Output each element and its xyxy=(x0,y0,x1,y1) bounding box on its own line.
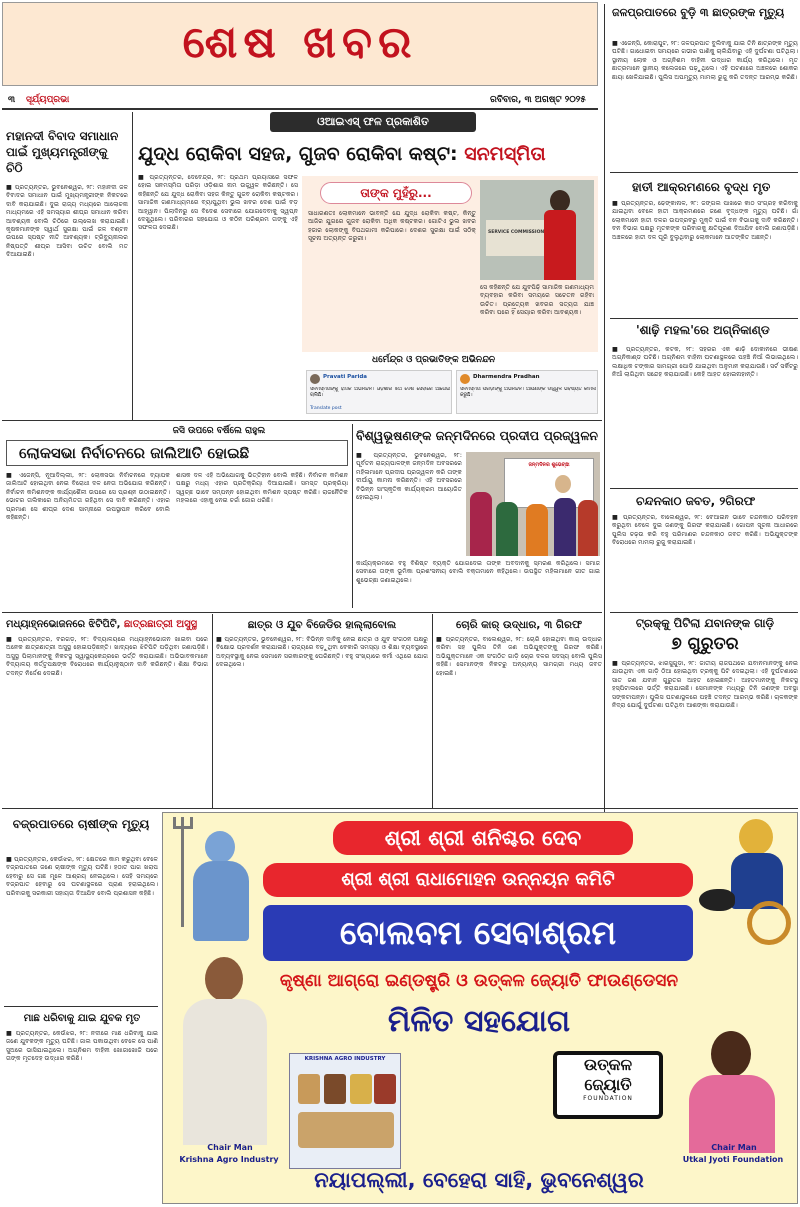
woman-figure xyxy=(526,504,548,556)
chairman-right-caption-2: Utkal Jyoti Foundation xyxy=(682,1155,784,1164)
section-divider xyxy=(2,612,602,613)
top-story-headline-name: ସନମସ୍ମିତା xyxy=(464,143,546,165)
chairman-right-caption-1: Chair Man xyxy=(711,1143,757,1152)
right-story4-body: ■ ପ୍ରତ୍ୟନ୍ତର, ବାଲେଶ୍ୱର, ୨୮: ବେଆଇନ ଭାବେ ଚନ୍ଦନକାଠ ପରିବହନ କରୁଥିବା ବେଳେ ଦୁଇ ଜଣଙ୍କୁ ଗିରଫ କରାଯାଇଛି। ଗୋପନ ସୂଚନା ଆଧାରରେ ପୁଲିସ ଚଢ଼ଉ କରି ବହୁ ପରିମାଣର ଚନ୍ଦନକାଠ ଜବତ କରିଛି। ଅଭିଯୁକ୍ତଙ୍କ ବିରୋଧରେ ମାମଲା ରୁଜୁ କରାଯାଇଛି। xyxy=(612,514,798,547)
translate-link[interactable]: Translate post xyxy=(310,406,342,411)
top-story-headline xyxy=(138,142,600,166)
product-jar-icon xyxy=(298,1074,320,1104)
mid-left-body-1: ■ ଏଜେନ୍ସି, ନୂଆଦିଲ୍ଲୀ, ୨୮: ଲୋକସଭା ନିର୍ବାଚନରେ ବ୍ୟାପକ ଜାଲିଆତି ହୋଇଥିବା ନେଇ ବିରୋଧୀ ଦଳ ନେତା ଅଭିଯୋଗ କରିଛନ୍ତି। ନିର୍ବାଚନ କମିଶନଙ୍କ କାର୍ଯ୍ୟଶୈଳୀ ଉପରେ ସେ ପ୍ରଶ୍ନ ଉଠାଇଛନ୍ତି। ଭୋଟର ତାଲିକାରେ ଅନିୟମିତତା ରହିଥିବା ସେ ଦାବି କରିଛନ୍ତି। ଏହାର ପ୍ରମାଣ ସେ ଶୀଘ୍ର ଦେଶ ସାମ୍ନାରେ ଉପସ୍ଥାପନ କରିବେ ବୋଲି କହିଛନ୍ତି। xyxy=(6,472,170,522)
right-story4-headline: ଚନ୍ଦନକାଠ ଜବତ, ୨ଗିରଫ xyxy=(636,494,756,508)
person-body xyxy=(689,1075,775,1153)
deity-crown xyxy=(739,819,773,855)
person-head xyxy=(205,957,243,1001)
photo-caption: SERVICE COMMISSION xyxy=(488,230,545,235)
column-divider xyxy=(432,614,433,808)
avatar xyxy=(310,374,320,384)
photo-person-head xyxy=(550,190,570,212)
chairman-right-photo xyxy=(673,1027,791,1153)
social-post-author: Dharmendra Pradhan xyxy=(473,374,540,380)
row3-story2-body: ■ ପ୍ରତ୍ୟନ୍ତର, ଭୁବନେଶ୍ୱର, ୨୮: ବିଭିନ୍ନ ଦାବିକୁ ନେଇ ଛାତ୍ର ଓ ଯୁବ ସଂଗଠନ ପକ୍ଷରୁ ବିକ୍ଷୋଭ ପ୍ରଦର୍ଶନ କରାଯାଇଛି। ରାଜ୍ୟରେ ବଢ଼ୁଥିବା ବେକାରି ସମସ୍ୟା ଓ ଶିକ୍ଷା ବ୍ୟବସ୍ଥାରେ ଅବ୍ୟବସ୍ଥାକୁ ନେଇ ସେମାନେ ସରକାରଙ୍କୁ ଘେରିଛନ୍ତି। ବହୁ ସଂଖ୍ୟାରେ କର୍ମୀ ଏଥିରେ ଯୋଗ ଦେଇଥିଲେ। xyxy=(216,636,428,669)
ad-address: ନୟାପଲ୍ଲୀ, ବେହେରା ସାହି, ଭୁବନେଶ୍ୱର xyxy=(314,1168,644,1192)
ad-line-2: ଶ୍ରୀ ଶ୍ରୀ ରାଧାମୋହନ ଉନ୍ନୟନ କମିଟି xyxy=(263,863,693,897)
product-jar-icon xyxy=(374,1074,396,1104)
quote-title: ତାଙ୍କ ମୁହଁରୁ... xyxy=(360,186,432,200)
trident-head-icon xyxy=(173,817,193,829)
row3-story1-headline xyxy=(6,618,202,632)
row3-story2-headline: ଛାତ୍ର ଓ ଯୁବ ବିଜେଡିର ହାଲ୍ଲାବୋଲ xyxy=(247,619,397,631)
top-story-headline-main: ଯୁଦ୍ଧ ରୋକିବା ସହଜ, ଗୁଜବ ରୋକିବା କଷ୍ଟ: xyxy=(138,143,465,165)
product-jar-icon xyxy=(324,1074,346,1104)
logo-text-1: ଉତ୍କଳ xyxy=(583,1055,633,1074)
right-story1-headline: ଜଳପ୍ରପାତରେ ବୁଡ଼ି ୩ ଛାତ୍ରଙ୍କ ମୃତ୍ୟୁ xyxy=(612,6,785,19)
logo-subtitle: FOUNDATION xyxy=(583,1095,633,1102)
right-story3-headline: 'ଶାଢ଼ି ମହଲ'ରେ ଅଗ୍ନିକାଣ୍ଡ xyxy=(636,323,770,337)
top-story-body-right: ସେ କହିଛନ୍ତି ଯେ ଯୁବପିଢ଼ି ସାମାଜିକ ଗଣମାଧ୍ୟମ ବ୍ୟବହାର କରିବା ସମୟରେ ସଚେତନ ରହିବା ଉଚିତ। ପ୍ରତ୍ୟେକ ଖବରର ସତ୍ୟତା ଯାଞ୍ଚ କରିବା ପରେ ହିଁ ସେୟାର କରିବା ଆବଶ୍ୟକ। xyxy=(480,284,594,317)
person-body xyxy=(183,999,267,1145)
chariot-wheel-icon xyxy=(747,901,791,945)
section-divider xyxy=(2,420,602,421)
portrait-icon xyxy=(555,475,571,493)
row3-story1-headline-main: ମଧ୍ୟାହ୍ନଭୋଜନରେ ଝିଟିପିଟି, xyxy=(6,619,124,630)
mid-left-body-2: ଶାସକ ଦଳ ଏହି ଅଭିଯୋଗକୁ ଭିତ୍ତିହୀନ ବୋଲି କହିଛି। ନିର୍ବାଚନ କମିଶନ ପକ୍ଷରୁ ମଧ୍ୟ ଏହାର ପ୍ରତିକ୍ରିୟା ଦିଆଯାଇଛି। ସମସ୍ତ ପ୍ରକ୍ରିୟା ସ୍ୱଚ୍ଛ ଭାବେ ସମ୍ପନ୍ନ ହୋଇଥିବା କମିଶନ ସ୍ପଷ୍ଟ କରିଛି। ରାଜନୈତିକ ମହଲରେ ଏହାକୁ ନେଇ ଚର୍ଚ୍ଚା ଜୋର ଧରିଛି। xyxy=(176,472,348,505)
masthead-banner xyxy=(2,2,598,86)
column-divider xyxy=(352,424,353,608)
trident-icon xyxy=(181,817,184,927)
right-story5-body: ■ ପ୍ରତ୍ୟନ୍ତର, ଝାରସୁଗୁଡ଼ା, ୨୮: ଜାତୀୟ ରାଜପଥରେ ଯବାନମାନଙ୍କୁ ନେଇ ଯାଉଥିବା ଏକ ଗାଡ଼ି ଠିଆ ହୋଇଥିବା ଟ୍ରକ୍‌କୁ ପିଟି ଦେଇଥିଲା। ଏହି ଦୁର୍ଘଟଣାରେ ସାତ ଜଣ ଯବାନ ଗୁରୁତର ଆହତ ହୋଇଛନ୍ତି। ଆହତମାନଙ୍କୁ ନିକଟସ୍ଥ ହସ୍ପିଟାଲରେ ଭର୍ତ୍ତି କରାଯାଇଛି। ସେମାନଙ୍କ ମଧ୍ୟରୁ ତିନି ଜଣଙ୍କ ଅବସ୍ଥା ସଙ୍କଟାପନ୍ନ। ପୁଲିସ ଘଟଣାସ୍ଥଳରେ ପହଞ୍ଚି ତଦନ୍ତ ଆରମ୍ଭ କରିଛି। ଚାଳକଙ୍କ ନିଦ୍ରା ଯୋଗୁଁ ଦୁର୍ଘଟଣା ଘଟିଥିବା ଆଶଙ୍କା କରାଯାଉଛି। xyxy=(612,660,798,710)
event-photo xyxy=(466,452,600,556)
deity-body xyxy=(193,861,249,941)
mid-left-kicker: ଜସି ଉପରେ ବର୍ଷିଲେ ରାହୁଲ xyxy=(172,426,266,436)
ad-line-5: ମିଳିତ ସହଯୋଗ xyxy=(387,1004,571,1039)
divider xyxy=(610,172,798,173)
top-story-footer: ଧର୍ମେନ୍ଦ୍ର ଓ ପ୍ରଭାତିଙ୍କ ଅଭିନନ୍ଦନ xyxy=(372,355,496,365)
bottom-left-story2-body: ■ ପ୍ରତ୍ୟନ୍ତର, କେଉଁଝର, ୨୮: ନଦୀରେ ମାଛ ଧରିବାକୁ ଯାଇ ଜଣେ ଯୁବକଙ୍କ ମୃତ୍ୟୁ ଘଟିଛି। ଜାଲ ପକାଉଥିବା ବେଳେ ସେ ପାଣି ସୁଅରେ ଭାସିଯାଇଥିଲେ। ଅଗ୍ନିଶମ ବାହିନୀ ଖୋଜାଖୋଜି ପରେ ତାଙ୍କ ମୃତଦେହ ଉଦ୍ଧାର କରିଛି। xyxy=(6,1030,158,1063)
mid-right-body: ■ ପ୍ରତ୍ୟନ୍ତର, ଭୁବନେଶ୍ୱର, ୨୮: ପୂର୍ବତନ ରାଜ୍ୟପାଳଙ୍କ ଜନ୍ମଦିନ ଅବସରରେ ମହିଳାମାନେ ପ୍ରଦୀପ ପ୍ରଜ୍ୱଳନ କରି ତାଙ୍କ ଦୀର୍ଘାୟୁ କାମନା କରିଛନ୍ତି। ଏହି ଅବସରରେ ବିଭିନ୍ନ ସାଂସ୍କୃତିକ କାର୍ଯ୍ୟକ୍ରମ ଆୟୋଜିତ ହୋଇଥିଲା। xyxy=(356,452,462,502)
issue-date: ରବିବାର, ୩ ଅଗଷ୍ଟ ୨୦୨୫ xyxy=(490,95,586,105)
quote-box xyxy=(302,176,598,352)
ad-line-1: ଶ୍ରୀ ଶ୍ରୀ ଶନିଶ୍ଚର ଦେବ xyxy=(333,821,633,855)
left-top-headline: ମହାନଦୀ ବିବାଦ ସମାଧାନ ପାଇଁ ମୁଖ୍ୟମନ୍ତ୍ରୀଙ୍କୁ ଚିଠି xyxy=(6,129,119,175)
mid-left-headline: ଲୋକସଭା ନିର୍ବାଚନରେ ଜାଲିଆତି ହୋଇଛି xyxy=(19,444,250,462)
deity-right-figure xyxy=(699,817,795,947)
bottom-left-story1-body: ■ ପ୍ରତ୍ୟନ୍ତର, କେଉଁଝର, ୨୮: କ୍ଷେତରେ କାମ କରୁଥିବା ବେଳେ ବଜ୍ରପାତରେ ଜଣେ ଚାଷୀଙ୍କ ମୃତ୍ୟୁ ଘଟିଛି। ହଠାତ ପାଗ ଖରାପ ହେବାରୁ ସେ ଗଛ ମୂଳେ ଆଶ୍ରୟ ନେଇଥିଲେ। ସେହି ସମୟରେ ବଜ୍ରପାତ ହେବାରୁ ସେ ଘଟଣାସ୍ଥଳରେ ପ୍ରାଣ ହରାଇଥିଲେ। ପରିବାରକୁ ସରକାରୀ ସହାୟତା ଦିଆଯିବ ବୋଲି ପ୍ରଶାସନ କହିଛି। xyxy=(6,856,158,897)
social-post-text: ସନମସ୍ମିତା ପରିଡ଼ାଙ୍କୁ ଅଭିନନ୍ଦନ। ଆପଣଙ୍କ ଉଜ୍ଜ୍ୱଳ ଭବିଷ୍ୟତ କାମନା କରୁଛି। xyxy=(460,387,596,398)
poster-title: KRISHNA AGRO INDUSTRY xyxy=(304,1056,386,1062)
divider xyxy=(610,612,798,613)
paper-name: ସୂର୍ଯ୍ୟପ୍ରଭା xyxy=(26,95,70,105)
product-bowl-icon xyxy=(298,1112,394,1148)
deity-body xyxy=(731,853,783,909)
column-divider xyxy=(212,614,213,808)
social-post-text: ସନମସ୍ମିତାଙ୍କୁ ହାର୍ଦ୍ଦିକ ଅଭିନନ୍ଦନ। ଓଡ଼ିଶାର ଝିଅ ଦେଶ ସେବାରେ ଆଗେଇ ଚାଲିଛି। xyxy=(310,387,450,398)
quote-body: ସାଧାରଣତଃ ଲୋକମାନେ ଭାବନ୍ତି ଯେ ଯୁଦ୍ଧ ରୋକିବା କଷ୍ଟ, କିନ୍ତୁ ଆଜିର ଯୁଗରେ ଗୁଜବ ରୋକିବା ଅଧିକ କଷ୍ଟକର। ଗୋଟିଏ ଭୁଲ ଖବର ହଜାର ଲୋକଙ୍କୁ ବିପଥଗାମୀ କରିପାରେ। ଦେଶର ସୁରକ୍ଷା ପାଇଁ ସଠିକ୍ ସୂଚନା ଅତ୍ୟନ୍ତ ଜରୁରୀ। xyxy=(308,210,476,243)
mid-right-body-bottom: କାର୍ଯ୍ୟକ୍ରମରେ ବହୁ ବିଶିଷ୍ଟ ବ୍ୟକ୍ତି ଯୋଗଦେଇ ତାଙ୍କ ଅବଦାନକୁ ସ୍ମରଣ କରିଥିଲେ। ସମାଜ ସେବାରେ ତାଙ୍କ ଭୂମିକା ପ୍ରଶଂସନୀୟ ବୋଲି ବକ୍ତାମାନେ କହିଥିଲେ। ଉପସ୍ଥିତ ମହିଳାମାନେ ଗୀତ ଗାଇ ଶୁଭେଚ୍ଛା ଜଣାଇଥିଲେ। xyxy=(356,560,600,584)
row3-story1-body: ■ ପ୍ରତ୍ୟନ୍ତର, ବରଗଡ଼, ୨୮: ବିଦ୍ୟାଳୟରେ ମଧ୍ୟାହ୍ନଭୋଜନ ଖାଇବା ପରେ ଅନେକ ଛାତ୍ରଛାତ୍ରୀ ଅସୁସ୍ଥ ହୋଇପଡ଼ିଛନ୍ତି। ଖାଦ୍ୟରେ ଝିଟିପିଟି ପଡ଼ିଥିବା ଜଣାପଡ଼ିଛି। ଅସୁସ୍ଥ ପିଲାମାନଙ୍କୁ ନିକଟସ୍ଥ ସ୍ୱାସ୍ଥ୍ୟକେନ୍ଦ୍ରରେ ଭର୍ତ୍ତି କରାଯାଇଛି। ଅଭିଭାବକମାନେ ବିଦ୍ୟାଳୟ କର୍ତ୍ତୃପକ୍ଷଙ୍କ ବିରୋଧରେ କାର୍ଯ୍ୟାନୁଷ୍ଠାନ ଦାବି କରିଛନ୍ତି। ଶିକ୍ଷା ବିଭାଗ ତଦନ୍ତ ନିର୍ଦ୍ଦେଶ ଦେଇଛି। xyxy=(6,636,208,677)
right-story3-body: ■ ପ୍ରତ୍ୟନ୍ତର, କଟକ, ୨୮: ସହରର ଏକ ଶାଢ଼ି ଦୋକାନରେ ଭୀଷଣ ଅଗ୍ନିକାଣ୍ଡ ଘଟିଛି। ଅଗ୍ନିଶମ ବାହିନୀ ଘଟଣାସ୍ଥଳରେ ପହଞ୍ଚି ନିଆଁ ଲିଭାଇଥିଲେ। ଲକ୍ଷାଧିକ ଟଙ୍କାର ସାମଗ୍ରୀ ପୋଡ଼ି ଯାଇଥିବା ଅନୁମାନ କରାଯାଉଛି। ସର୍ଟ ସର୍କିଟରୁ ନିଆଁ ଲାଗିଥିବା ସନ୍ଦେହ କରାଯାଉଛି। କେହି ଆହତ ହୋଇନାହାନ୍ତି। xyxy=(612,346,798,379)
top-story-kicker-box xyxy=(270,112,476,132)
right-story2-headline: ହାତୀ ଆକ୍ରମଣରେ ବୃଦ୍ଧ ମୃତ xyxy=(632,180,771,194)
right-story5-headline-1: ଟ୍ରକ୍‌କୁ ପିଟିଲା ଯବାନଙ୍କ ଗାଡ଼ି xyxy=(635,616,775,630)
left-column-divider xyxy=(132,112,133,420)
social-post-author: Pravati Parida xyxy=(323,374,368,380)
mid-left-headline-box xyxy=(6,440,348,466)
woman-figure xyxy=(578,500,598,556)
ad-line-4: କୃଷ୍ଣା ଆଗ୍ରୋ ଇଣ୍ଡଷ୍ଟ୍ରି ଓ ଉତ୍କଳ ଜ୍ୟୋତି ଫାଉଣ୍ଡେସନ xyxy=(279,971,679,991)
mid-right-headline: ବିଶ୍ୱଭୂଷଣଙ୍କ ଜନ୍ମଦିନରେ ପ୍ରଦୀପ ପ୍ରଜ୍ୱଳନ xyxy=(356,428,599,443)
chairman-left-photo xyxy=(169,953,281,1149)
right-story5-headline-2: ୭ ଗୁରୁତର xyxy=(671,634,739,654)
photo-signboard xyxy=(486,220,546,256)
left-top-body: ■ ପ୍ରତ୍ୟନ୍ତର, ଭୁବନେଶ୍ୱର, ୨୮: ମହାନଦୀ ଜଳ ବିବାଦର ସମାଧାନ ପାଇଁ ମୁଖ୍ୟମନ୍ତ୍ରୀଙ୍କ ନିକଟରେ ଦାବି କରାଯାଇଛି। ଦୁଇ ରାଜ୍ୟ ମଧ୍ୟରେ ଆଲୋଚନା ମାଧ୍ୟମରେ ଏହି ସମସ୍ୟାର ଶୀଘ୍ର ସମାଧାନ କରିବା ଆବଶ୍ୟକ ବୋଲି ଚିଠିରେ ଉଲ୍ଲେଖ କରାଯାଇଛି। କୃଷକମାନଙ୍କ ସ୍ୱାର୍ଥ ସୁରକ୍ଷା ପାଇଁ ଜଳ ବଣ୍ଟନ ଉପରେ ସ୍ପଷ୍ଟ ନୀତି ଆବଶ୍ୟକ। ଟ୍ରିବ୍ୟୁନାଲର ନିଷ୍ପତ୍ତି ଶୀଘ୍ର ଆସିବା ଉଚିତ ବୋଲି ମତ ଦିଆଯାଇଛି। xyxy=(6,184,128,259)
row3-story3-body: ■ ପ୍ରତ୍ୟନ୍ତର, ବାଲେଶ୍ୱର, ୨୮: ଚୋରି ହୋଇଥିବା କାର୍ ଉଦ୍ଧାର କରିବା ସହ ପୁଲିସ ତିନି ଜଣ ଅଭିଯୁକ୍ତଙ୍କୁ ଗିରଫ କରିଛି। ଅଭିଯୁକ୍ତମାନେ ଏକ ସଂଗଠିତ ଗାଡ଼ି ଚୋର ଦଳର ସଦସ୍ୟ ବୋଲି ପୁଲିସ କହିଛି। ସେମାନଙ୍କ ନିକଟରୁ ଅନ୍ୟାନ୍ୟ ସାମଗ୍ରୀ ମଧ୍ୟ ଜବତ ହୋଇଛି। xyxy=(436,636,602,677)
top-story-body-left: ■ ପ୍ରତ୍ୟନ୍ତର, ଦେବେନ୍ଦ୍ର, ୨୮: ପ୍ରଥମ ପ୍ରୟାସରେ ସଫଳ ହୋଇ ସନମସ୍ମିତା ପରିଡ଼ା ଓଡ଼ିଶାର ନାମ ଉଜ୍ଜ୍ୱଳ କରିଛନ୍ତି। ସେ କହିଛନ୍ତି ଯେ ଯୁଦ୍ଧ ରୋକିବା ସହଜ କିନ୍ତୁ ଗୁଜବ ରୋକିବା କଷ୍ଟକର। ସାମାଜିକ ଗଣମାଧ୍ୟମରେ ବ୍ୟାପୁଥିବା ଭୁଲ ଖବର ଦେଶ ପାଇଁ ବଡ଼ ଆହ୍ୱାନ। ପିଲାଦିନରୁ ସେ ବିଦେଶ ସେବାରେ ଯୋଗଦେବାକୁ ସ୍ୱପ୍ନ ଦେଖୁଥିଲେ। ପରିବାରର ସହଯୋଗ ଓ କଠିନ ପରିଶ୍ରମ ତାଙ୍କୁ ଏହି ସଫଳତା ଦେଇଛି। xyxy=(138,174,298,232)
woman-figure xyxy=(470,492,492,556)
page-title: ଶେଷ ଖବର xyxy=(182,17,418,68)
bottom-left-story2-headline: ମାଛ ଧରିବାକୁ ଯାଇ ଯୁବକ ମୃତ xyxy=(23,1013,141,1024)
utkal-jyoti-logo xyxy=(553,1051,663,1119)
logo-text-2: ଜ୍ୟୋତି xyxy=(584,1075,632,1094)
row3-story1-headline-highlight: ଛାତ୍ରଛାତ୍ରୀ ଅସୁସ୍ଥ xyxy=(123,619,198,630)
woman-figure xyxy=(496,502,518,556)
right-story1-body: ■ ଏଜେନ୍ସି, କୋରାପୁଟ, ୨୮: ଜଳପ୍ରପାତ ବୁଲିବାକୁ ଯାଇ ତିନି ଛାତ୍ରଙ୍କ ମୃତ୍ୟୁ ଘଟିଛି। ଗାଧୋଇବା ସମୟରେ ଗଭୀର ପାଣିକୁ ଚାଲିଯିବାରୁ ଏହି ଦୁର୍ଘଟଣା ଘଟିଥିଲା। ସ୍ଥାନୀୟ ଲୋକ ଓ ଅଗ୍ନିଶମ ବାହିନୀ ଉଦ୍ଧାର କାର୍ଯ୍ୟ କରିଥିଲେ। ମୃତ ଛାତ୍ରମାନେ ସ୍ଥାନୀୟ କଲେଜରେ ପଢ଼ୁଥିଲେ। ଏହି ଘଟଣାରେ ଅଞ୍ଚଳରେ ଶୋକର ଛାୟା ଖେଳିଯାଇଛି। ପୁଲିସ ଅପମୃତ୍ୟୁ ମାମଲା ରୁଜୁ କରି ତଦନ୍ତ ଆରମ୍ଭ କରିଛି। xyxy=(612,40,798,81)
ad-line-3: ବୋଲବମ ସେବାଶ୍ରମ xyxy=(263,905,693,961)
photo-person-body xyxy=(544,210,576,280)
page-number: ୩ xyxy=(8,95,16,105)
product-jar-icon xyxy=(350,1074,372,1104)
product-poster xyxy=(289,1053,401,1169)
masthead-divider xyxy=(2,108,598,110)
deity-left-figure xyxy=(167,817,259,947)
crow-icon xyxy=(699,889,735,911)
divider xyxy=(610,488,798,489)
social-post-card-2 xyxy=(456,370,598,414)
event-banner-text: ଜନ୍ମଦିନର ଶୁଭେଚ୍ଛା xyxy=(528,462,570,468)
deity-head xyxy=(205,831,235,863)
bottom-left-story1-headline: ବଜ୍ରପାତରେ ଚାଷୀଙ୍କ ମୃତ୍ୟୁ xyxy=(12,817,150,831)
chairman-left-caption-1: Chair Man xyxy=(207,1143,253,1152)
divider xyxy=(4,1006,158,1007)
right-story2-body: ■ ପ୍ରତ୍ୟନ୍ତର, ଢେଙ୍କାନାଳ, ୨୮: ଜଙ୍ଗଲ ପାଖରେ କାଠ ସଂଗ୍ରହ କରିବାକୁ ଯାଇଥିବା ବେଳେ ହାତୀ ଆକ୍ରମଣରେ ଜଣେ ବୃଦ୍ଧଙ୍କ ମୃତ୍ୟୁ ଘଟିଛି। ଗାଁ ଲୋକମାନେ ହାତୀ ଦଳର ଉପଦ୍ରବରୁ ମୁକ୍ତି ପାଇଁ ବନ ବିଭାଗକୁ ଦାବି କରିଛନ୍ତି। ବନ ବିଭାଗ ପକ୍ଷରୁ ମୃତକଙ୍କ ପରିବାରକୁ କ୍ଷତିପୂରଣ ଦିଆଯିବ ବୋଲି ଜଣାପଡ଼ିଛି। ଅଞ୍ଚଳରେ ହାତୀ ଦଳ ଘୂରି ବୁଲୁଥିବାରୁ ଲୋକମାନେ ଆତଙ୍କିତ ଅଛନ୍ତି। xyxy=(612,200,798,241)
person-head xyxy=(711,1031,751,1077)
avatar xyxy=(460,374,470,384)
divider xyxy=(610,318,798,319)
row3-story3-headline: ଚୋରି କାର୍ ଉଦ୍ଧାର, ୩ ଗିରଫ xyxy=(455,619,583,631)
candidate-photo xyxy=(480,180,594,280)
woman-figure xyxy=(554,498,576,556)
section-divider xyxy=(2,808,798,809)
advertisement xyxy=(162,812,798,1204)
chairman-left-caption-2: Krishna Agro Industry xyxy=(179,1155,279,1164)
quote-title-tag xyxy=(320,182,472,204)
top-story-kicker: ଓଆଇଏସ୍ ଫଳ ପ୍ରକାଶିତ xyxy=(317,115,429,128)
social-post-card-1 xyxy=(306,370,452,414)
